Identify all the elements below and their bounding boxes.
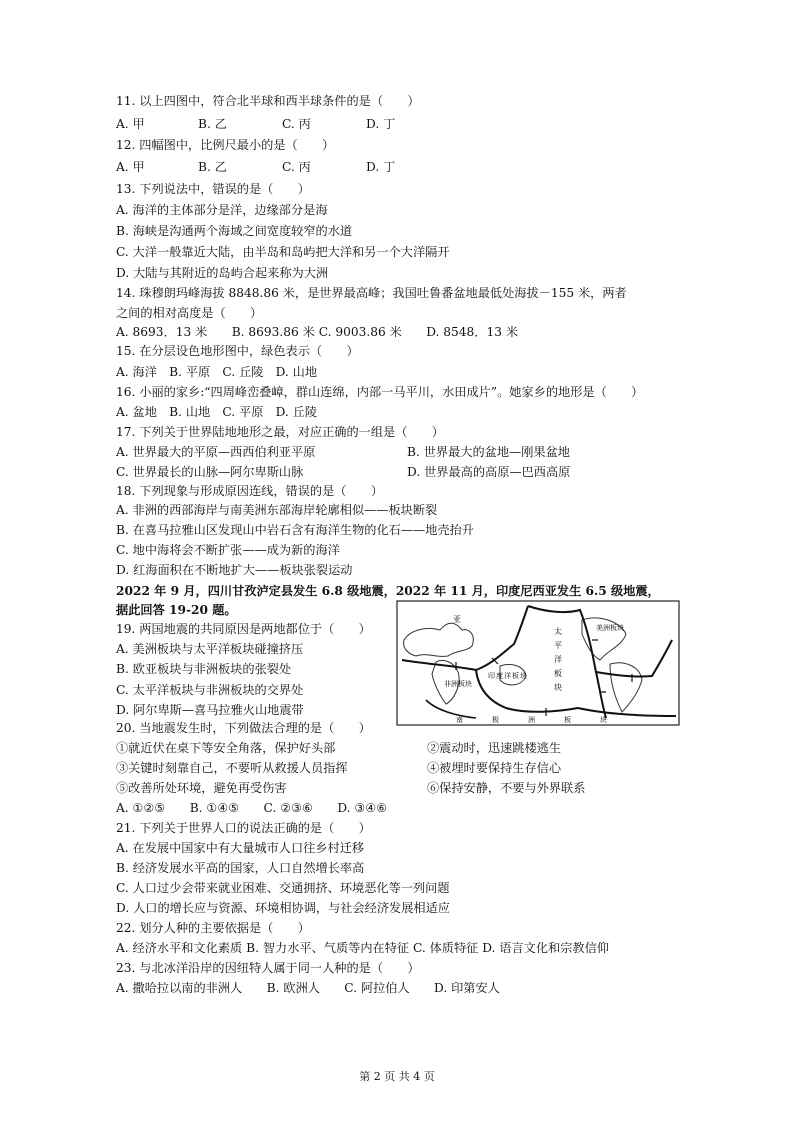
q14-stem-line1: 14. 珠穆朗玛峰海拔 8848.86 米，是世界最高峰；我国吐鲁番盆地最低处海拔－155 米，两者 (116, 286, 627, 300)
svg-text:太: 太 (554, 627, 562, 636)
svg-text:板: 板 (512, 672, 519, 680)
q13-option-b: B. 海峡是沟通两个海域之间宽度较窄的水道 (116, 224, 353, 238)
svg-text:板: 板 (564, 716, 571, 724)
q23-options: A. 撒哈拉以南的非洲人 B. 欧洲人 C. 阿拉伯人 D. 印第安人 (116, 981, 500, 995)
svg-text:板: 板 (554, 669, 562, 678)
q20-item-6: ⑥保持安静，不要与外界联系 (427, 781, 586, 795)
svg-text:极: 极 (492, 716, 499, 724)
svg-text:印: 印 (488, 672, 495, 680)
q19-option-b: B. 欧亚板块与非洲板块的张裂处 (116, 662, 292, 676)
q21-option-d: D. 人口的增长应与资源、环境相协调，与社会经济发展相适应 (116, 901, 450, 915)
q20-item-4: ④被埋时要保持生存信心 (427, 761, 562, 775)
q19-20-intro-line2: 据此回答 19-20 题。 (116, 603, 237, 617)
svg-text:块: 块 (600, 716, 607, 724)
plate-boundary-map (396, 600, 680, 726)
q12-option-a: A. 甲 (116, 160, 145, 174)
q17-option-b: B. 世界最大的盆地—刚果盆地 (407, 445, 570, 459)
q11-option-c: C. 丙 (282, 117, 311, 131)
svg-text:度: 度 (496, 672, 503, 680)
svg-text:洋: 洋 (554, 655, 562, 664)
svg-text:洋: 洋 (504, 672, 511, 680)
q13-option-c: C. 大洋一般靠近大陆，由半岛和岛屿把大洋和另一个大洋隔开 (116, 245, 450, 259)
q17-option-c: C. 世界最长的山脉—阿尔卑斯山脉 (116, 465, 304, 479)
q20-item-1: ①就近伏在桌下等安全角落，保护好头部 (116, 741, 336, 755)
q21-stem: 21. 下列关于世界人口的说法正确的是（ ） (116, 821, 371, 835)
q12-option-c: C. 丙 (282, 160, 311, 174)
q15-options: A. 海洋 B. 平原 C. 丘陵 D. 山地 (116, 365, 318, 379)
svg-text:洲: 洲 (528, 716, 535, 724)
q12-option-b: B. 乙 (198, 160, 227, 174)
q19-option-a: A. 美洲板块与太平洋板块碰撞挤压 (116, 642, 304, 656)
q23-stem: 23. 与北冰洋沿岸的因纽特人属于同一人种的是（ ） (116, 961, 420, 975)
svg-text:平: 平 (554, 641, 562, 650)
q20-item-3: ③关键时刻靠自己，不要听从救援人员指挥 (116, 761, 348, 775)
q16-options: A. 盆地 B. 山地 C. 平原 D. 丘陵 (116, 405, 318, 419)
q11-option-d: D. 丁 (366, 117, 396, 131)
q18-option-c: C. 地中海将会不断扩张——成为新的海洋 (116, 543, 340, 557)
q22-stem: 22. 划分人种的主要依据是（ ） (116, 921, 310, 935)
q13-option-d: D. 大陆与其附近的岛屿合起来称为大洲 (116, 266, 329, 280)
label-america: 美洲板块 (596, 624, 624, 632)
q12-option-d: D. 丁 (366, 160, 396, 174)
q21-option-a: A. 在发展中国家中有大量城市人口往乡村迁移 (116, 841, 365, 855)
q20-stem: 20. 当地震发生时，下列做法合理的是（ ） (116, 721, 371, 735)
svg-text:块: 块 (554, 683, 562, 692)
label-africa: 非洲板块 (444, 680, 472, 688)
q21-option-b: B. 经济发展水平高的国家，人口自然增长率高 (116, 861, 365, 875)
q16-stem: 16. 小丽的家乡:“四周峰峦叠嶂，群山连绵，内部一马平川，水田成片”。她家乡的地形是（ ） (116, 385, 644, 399)
q11-option-b: B. 乙 (198, 117, 227, 131)
q18-stem: 18. 下列现象与形成原因连线，错误的是（ ） (116, 484, 384, 498)
q18-option-b: B. 在喜马拉雅山区发现山中岩石含有海洋生物的化石——地壳抬升 (116, 523, 474, 537)
q20-options: A. ①②⑤ B. ①④⑤ C. ②③⑥ D. ③④⑥ (116, 801, 388, 815)
label-indo (488, 671, 527, 680)
page-footer: 第 2 页 共 4 页 (359, 1070, 435, 1083)
label-eurasia: 亚 (453, 615, 461, 624)
q14-options: A. 8693．13 米 B. 8693.86 米 C. 9003.86 米 D. 8548．13 米 (116, 325, 519, 339)
q13-stem: 13. 下列说法中，错误的是（ ） (116, 182, 310, 196)
q13-option-a: A. 海洋的主体部分是洋，边缘部分是海 (116, 203, 328, 217)
q14-stem-line2: 之间的相对高度是（ ） (116, 306, 263, 320)
q20-item-2: ②震动时，迅速跳楼逃生 (427, 741, 562, 755)
q18-option-a: A. 非洲的西部海岸与南美洲东部海岸轮廓相似——板块断裂 (116, 503, 438, 517)
q21-option-c: C. 人口过少会带来就业困难、交通拥挤、环境恶化等一列问题 (116, 881, 450, 895)
q12-stem: 12. 四幅图中，比例尺最小的是（ ） (116, 138, 335, 152)
label-pacific (554, 626, 562, 692)
q19-stem: 19. 两国地震的共同原因是两地都位于（ ） (116, 622, 371, 636)
q20-item-5: ⑤改善所处环境，避免再受伤害 (116, 781, 287, 795)
q19-20-intro-line1: 2022 年 9 月，四川甘孜泸定县发生 6.8 级地震，2022 年 11 月，印度尼西亚发生 6.5 级地震， (116, 584, 660, 598)
svg-text:南: 南 (456, 716, 463, 724)
q17-option-d: D. 世界最高的高原—巴西高原 (407, 465, 571, 479)
q17-stem: 17. 下列关于世界陆地地形之最，对应正确的一组是（ ） (116, 425, 444, 439)
q19-option-c: C. 太平洋板块与非洲板块的交界处 (116, 683, 304, 697)
svg-text:块: 块 (520, 672, 527, 680)
q17-option-a: A. 世界最大的平原—西西伯利亚平原 (116, 445, 316, 459)
q19-option-d: D. 阿尔卑斯—喜马拉雅火山地震带 (116, 703, 304, 717)
q11-stem: 11. 以上四图中，符合北半球和西半球条件的是（ ） (116, 94, 420, 108)
q18-option-d: D. 红海面积在不断地扩大——板块张裂运动 (116, 563, 353, 577)
q15-stem: 15. 在分层设色地形图中，绿色表示（ ） (116, 344, 359, 358)
q11-option-a: A. 甲 (116, 117, 145, 131)
q22-options: A. 经济水平和文化素质 B. 智力水平、气质等内在特征 C. 体质特征 D. 语言文化和宗教信仰 (116, 941, 609, 955)
